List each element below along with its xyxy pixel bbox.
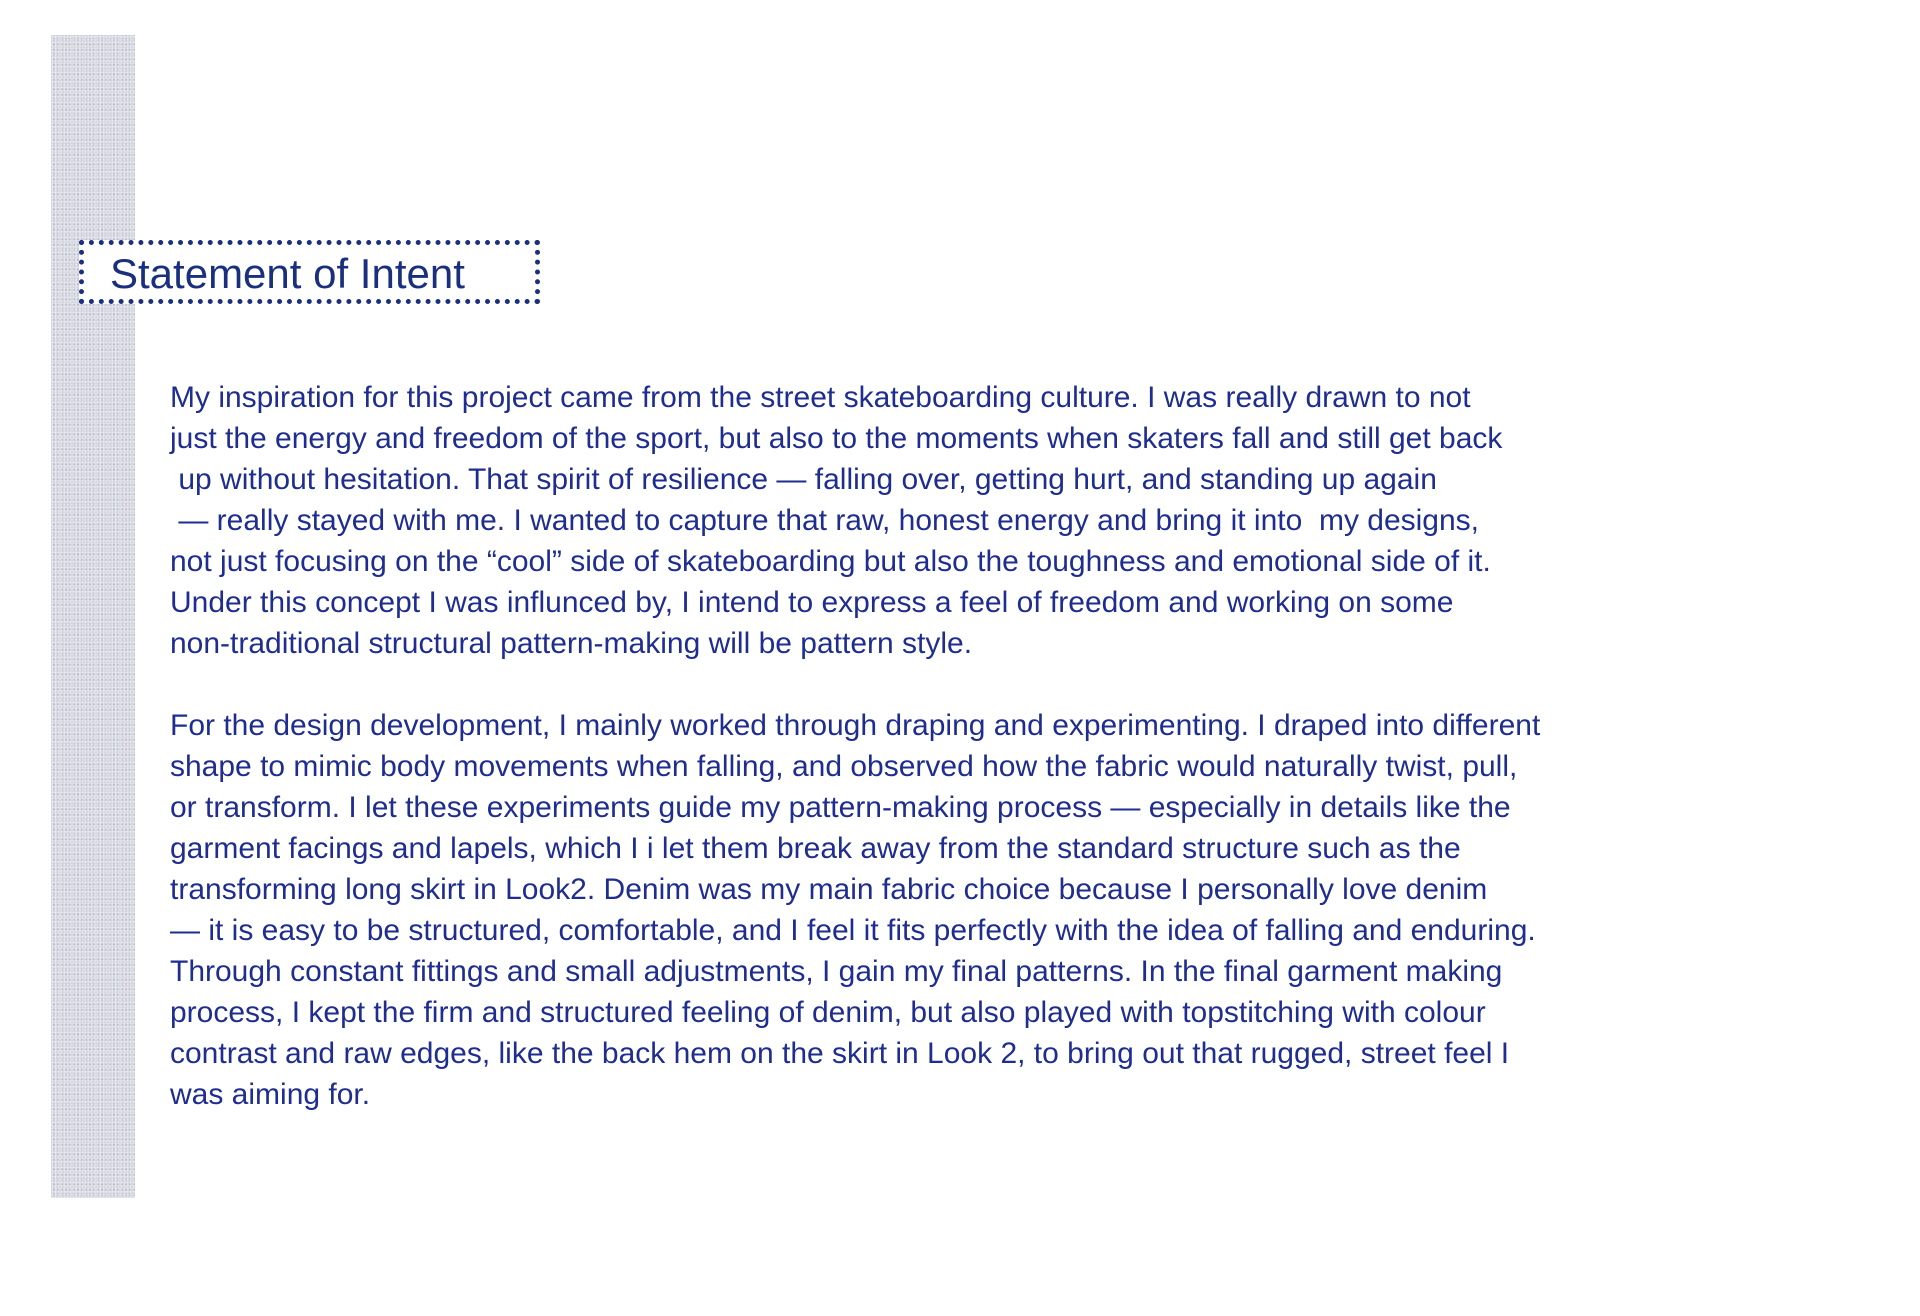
title-box [79,240,540,304]
statement-body [170,377,1870,1115]
text-line: up without hesitation. That spirit of resilience — falling over, getting hurt, and standing up again [170,463,1437,496]
text-line: — really stayed with me. I wanted to capture that raw, honest energy and bring it into my designs, [170,504,1480,537]
text-line: not just focusing on the “cool” side of skateboarding but also the toughness and emotional side of it. [170,545,1491,578]
text-line: Through constant fittings and small adjustments, I gain my final patterns. In the final garment making [170,955,1503,988]
paragraph-design-development [170,705,1870,1115]
text-line: For the design development, I mainly worked through draping and experimenting. I draped into different [170,709,1541,742]
text-line: garment facings and lapels, which I i let them break away from the standard structure such as the [170,832,1461,865]
text-line: non-traditional structural pattern-making will be pattern style. [170,627,973,660]
text-line: just the energy and freedom of the sport, but also to the moments when skaters fall and still get back [170,422,1503,455]
page-title: Statement of Intent [110,250,465,297]
text-line: Under this concept I was influnced by, I intend to express a feel of freedom and working on some [170,586,1454,619]
text-line: shape to mimic body movements when falling, and observed how the fabric would naturally twist, pull, [170,750,1518,783]
paragraph-inspiration [170,377,1870,664]
text-line: contrast and raw edges, like the back hem on the skirt in Look 2, to bring out that rugged, street feel I [170,1037,1510,1070]
text-line: or transform. I let these experiments guide my pattern-making process — especially in details like the [170,791,1511,824]
text-line: My inspiration for this project came from the street skateboarding culture. I was really drawn to not [170,381,1471,414]
text-line: process, I kept the firm and structured feeling of denim, but also played with topstitching with colour [170,996,1486,1029]
text-line: was aiming for. [170,1078,371,1111]
decorative-side-strip [51,35,135,1198]
text-line: — it is easy to be structured, comfortable, and I feel it fits perfectly with the idea of falling and enduring. [170,914,1536,947]
text-line: transforming long skirt in Look2. Denim was my main fabric choice because I personally love denim [170,873,1488,906]
